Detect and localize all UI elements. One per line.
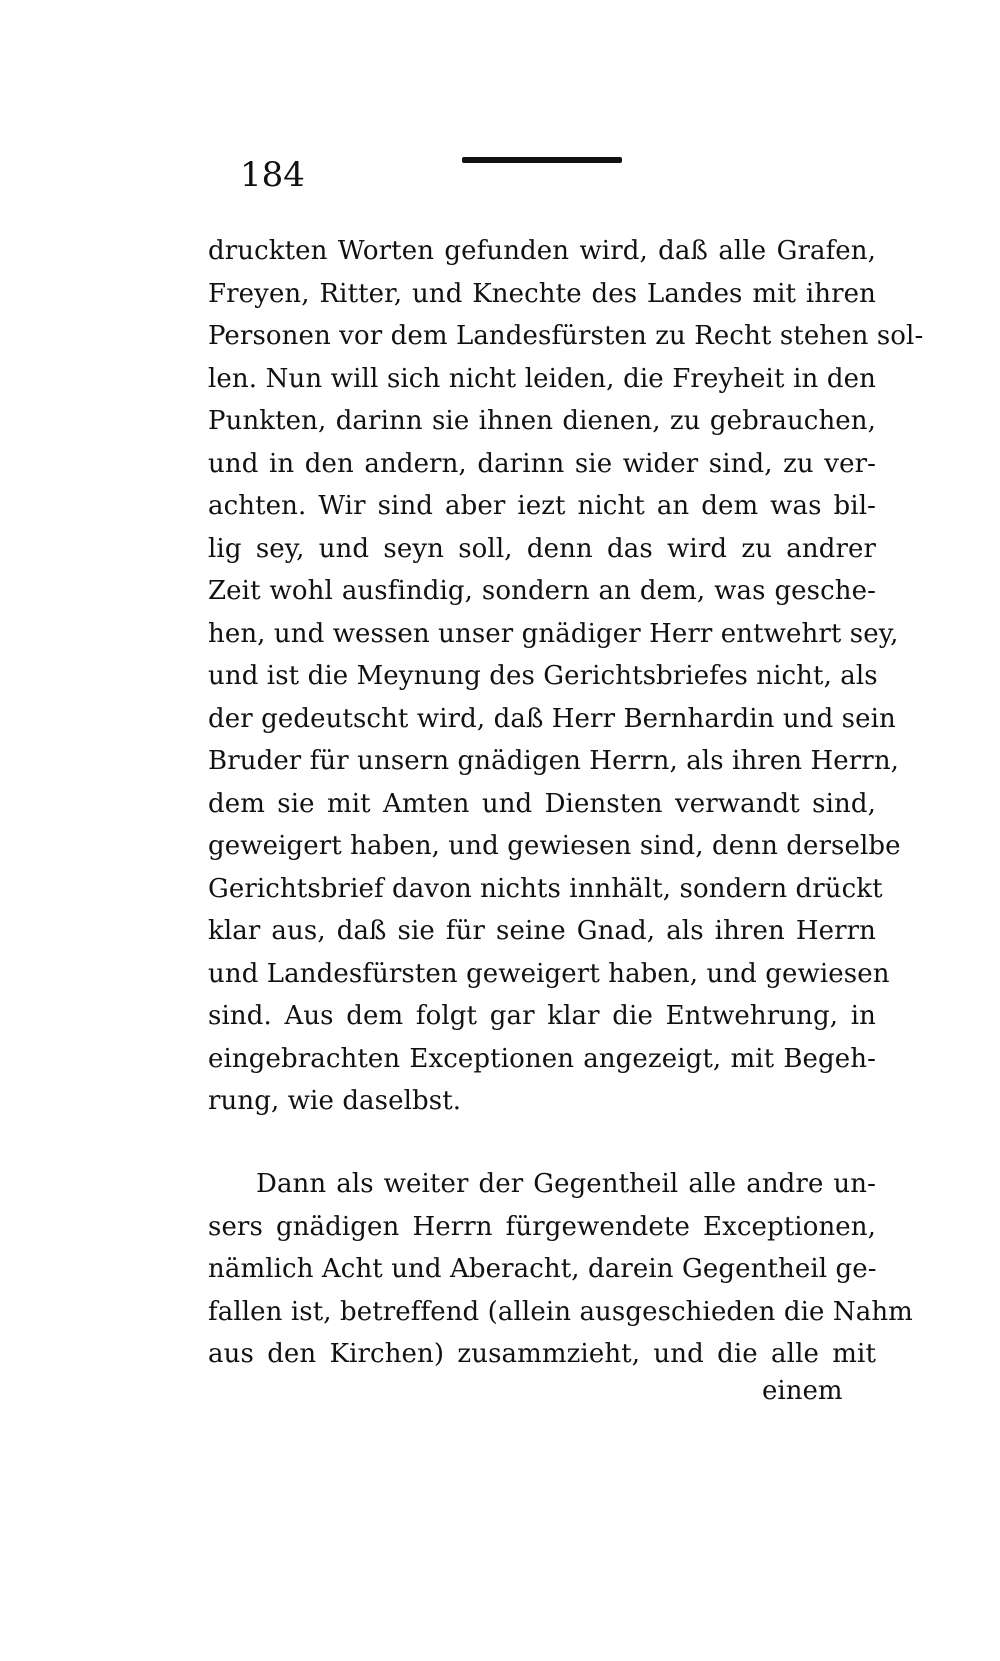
text-line: und ist die Meynung des Gerichtsbriefes nicht, als <box>208 661 878 691</box>
paragraph-1 <box>208 230 924 1123</box>
text-line: und Landesfürsten geweigert haben, und gewiesen <box>208 958 890 989</box>
text-line: der gedeutscht wird, daß Herr Bernhardin und sein <box>208 703 896 734</box>
text-line: dem sie mit Amten und Diensten verwandt sind, <box>208 788 876 819</box>
text-line: len. Nun will sich nicht leiden, die Freyheit in den <box>208 363 876 394</box>
text-line: achten. Wir sind aber iezt nicht an dem was bil- <box>208 491 876 521</box>
text-line: druckten Worten gefunden wird, daß alle Grafen, <box>208 236 876 266</box>
text-line: nämlich Acht und Aberacht, darein Gegentheil ge- <box>208 1254 877 1284</box>
text-line: sind. Aus dem folgt gar klar die Entwehrung, in <box>208 1001 876 1031</box>
text-line: hen, und wessen unser gnädiger Herr entwehrt sey, <box>208 618 899 649</box>
catchword: einem <box>762 1376 843 1406</box>
text-line: klar aus, daß sie für seine Gnad, als ihren Herrn <box>208 916 876 946</box>
text-line: rung, wie daselbst. <box>208 1086 462 1116</box>
header-rule <box>462 157 622 163</box>
text-line: fallen ist, betreffend (allein ausgeschieden die Nahm <box>208 1296 913 1327</box>
text-line: Dann als weiter der Gegentheil alle andre un- <box>256 1169 876 1199</box>
text-line: Personen vor dem Landesfürsten zu Recht stehen sol- <box>208 321 924 351</box>
text-line: Bruder für unsern gnädigen Herrn, als ihren Herrn, <box>208 746 900 776</box>
text-line: Punkten, darinn sie ihnen dienen, zu gebrauchen, <box>208 406 876 436</box>
text-line: lig sey, und seyn soll, denn das wird zu andrer <box>208 533 876 564</box>
page-number: 184 <box>240 155 305 195</box>
text-line: und in den andern, darinn sie wider sind, zu ver- <box>208 448 876 479</box>
text-line: Freyen, Ritter, und Knechte des Landes mit ihren <box>208 278 876 309</box>
text-line: Gerichtsbrief davon nichts innhält, sondern drückt <box>208 873 883 904</box>
text-line: eingebrachten Exceptionen angezeigt, mit Begeh- <box>208 1043 876 1074</box>
text-line: geweigert haben, und gewiesen sind, denn derselbe <box>208 831 901 861</box>
text-line: aus den Kirchen) zusammzieht, und die alle mit <box>208 1339 876 1369</box>
text-line: sers gnädigen Herrn fürgewendete Exceptionen, <box>208 1211 876 1242</box>
paragraph-2 <box>208 1163 913 1376</box>
text-line: Zeit wohl ausfindig, sondern an dem, was gesche- <box>208 576 876 606</box>
